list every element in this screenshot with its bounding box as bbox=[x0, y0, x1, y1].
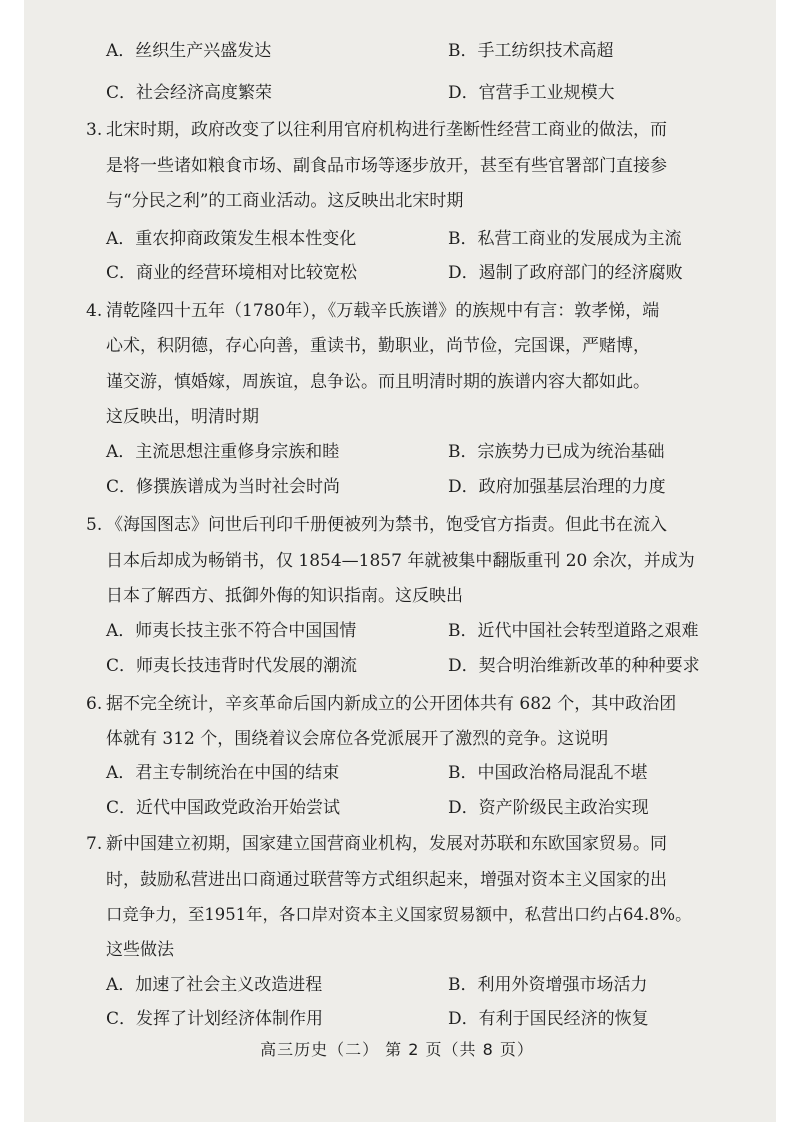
question-4-line-1 bbox=[0, 296, 794, 326]
question-stem: 是将一些诸如粮食市场、副食品市场等逐步放开，甚至有些官署部门直接参 bbox=[106, 156, 667, 176]
question-stem: 与“分民之利”的工商业活动。这反映出北宋时期 bbox=[106, 191, 464, 211]
question-4-line-4 bbox=[0, 402, 794, 432]
option-c: C．商业的经营环境相对比较宽松 bbox=[106, 263, 358, 283]
option-b: B．利用外资增强市场活力 bbox=[448, 975, 648, 995]
question-5-line-2 bbox=[0, 546, 794, 576]
question-stem: 清乾隆四十五年（1780年），《万载辛氏族谱》的族规中有言：敦孝悌，端 bbox=[106, 301, 660, 321]
option-row bbox=[0, 970, 794, 1000]
option-b: B．手工纺织技术高超 bbox=[448, 41, 614, 61]
option-row bbox=[0, 78, 794, 108]
option-row bbox=[0, 758, 794, 788]
option-d: D．政府加强基层治理的力度 bbox=[448, 477, 666, 497]
question-stem: 北宋时期，政府改变了以往利用官府机构进行垄断性经营工商业的做法，而 bbox=[106, 120, 667, 140]
question-stem: 据不完全统计，辛亥革命后国内新成立的公开团体共有 682 个，其中政治团 bbox=[106, 694, 677, 714]
option-d: D．资产阶级民主政治实现 bbox=[448, 798, 649, 818]
option-d: D．契合明治维新改革的种种要求 bbox=[448, 656, 700, 676]
question-5-line-1 bbox=[0, 510, 794, 540]
option-c: C．师夷长技违背时代发展的潮流 bbox=[106, 656, 358, 676]
question-stem: 谨交游，慎婚嫁，周族谊，息争讼。而且明清时期的族谱内容大都如此。 bbox=[106, 372, 650, 392]
option-a: A．加速了社会主义改造进程 bbox=[106, 975, 323, 995]
option-b: B．私营工商业的发展成为主流 bbox=[448, 229, 682, 249]
option-d: D．遏制了政府部门的经济腐败 bbox=[448, 263, 683, 283]
option-d: D．有利于国民经济的恢复 bbox=[448, 1009, 649, 1029]
question-stem: 体就有 312 个，围绕着议会席位各党派展开了激烈的竞争。这说明 bbox=[106, 729, 609, 749]
question-4-line-2 bbox=[0, 331, 794, 361]
option-c: C．修撰族谱成为当时社会时尚 bbox=[106, 477, 341, 497]
option-a: A．丝织生产兴盛发达 bbox=[106, 41, 272, 61]
question-number: 6. bbox=[86, 694, 103, 714]
option-b: B．近代中国社会转型道路之艰难 bbox=[448, 621, 699, 641]
question-stem: 日本了解西方、抵御外侮的知识指南。这反映出 bbox=[106, 586, 463, 606]
option-c: C．社会经济高度繁荣 bbox=[106, 83, 273, 103]
option-c: C．近代中国政党政治开始尝试 bbox=[106, 798, 341, 818]
option-row bbox=[0, 1004, 794, 1034]
question-3-line-3 bbox=[0, 186, 794, 216]
option-row bbox=[0, 616, 794, 646]
question-stem: 时，鼓励私营进出口商通过联营等方式组织起来，增强对资本主义国家的出 bbox=[106, 870, 667, 890]
question-stem: 这反映出，明清时期 bbox=[106, 407, 259, 427]
question-3-line-1 bbox=[0, 115, 794, 145]
question-7-line-4 bbox=[0, 935, 794, 965]
option-row bbox=[0, 224, 794, 254]
option-row bbox=[0, 437, 794, 467]
question-6-line-2 bbox=[0, 724, 794, 754]
question-3-line-2 bbox=[0, 151, 794, 181]
question-stem: 日本后却成为畅销书，仅 1854—1857 年就被集中翻版重刊 20 余次，并成为 bbox=[106, 551, 695, 571]
question-7-line-1 bbox=[0, 829, 794, 859]
question-number: 3. bbox=[86, 120, 103, 140]
option-row bbox=[0, 793, 794, 823]
option-a: A．师夷长技主张不符合中国国情 bbox=[106, 621, 357, 641]
option-b: B．中国政治格局混乱不堪 bbox=[448, 763, 648, 783]
option-c: C．发挥了计划经济体制作用 bbox=[106, 1009, 324, 1029]
question-stem: 新中国建立初期，国家建立国营商业机构，发展对苏联和东欧国家贸易。同 bbox=[106, 834, 667, 854]
question-number: 4. bbox=[86, 301, 103, 321]
option-a: A．重农抑商政策发生根本性变化 bbox=[106, 229, 357, 249]
question-stem: 这些做法 bbox=[106, 940, 174, 960]
question-number: 7. bbox=[86, 834, 103, 854]
option-d: D．官营手工业规模大 bbox=[448, 83, 615, 103]
option-a: A．君主专制统治在中国的结束 bbox=[106, 763, 340, 783]
option-b: B．宗族势力已成为统治基础 bbox=[448, 442, 665, 462]
option-row bbox=[0, 36, 794, 66]
option-row bbox=[0, 472, 794, 502]
question-number: 5. bbox=[86, 515, 103, 535]
option-row bbox=[0, 651, 794, 681]
page-footer: 高三历史（二） 第 2 页（共 8 页） bbox=[260, 1040, 534, 1059]
option-a: A．主流思想注重修身宗族和睦 bbox=[106, 442, 340, 462]
question-5-line-3 bbox=[0, 581, 794, 611]
question-stem: 《海国图志》问世后刊印千册便被列为禁书，饱受官方指责。但此书在流入 bbox=[106, 515, 667, 535]
question-stem: 口竞争力，至1951年，各口岸对资本主义国家贸易额中，私营出口约占64.8%。 bbox=[106, 905, 692, 924]
question-7-line-3 bbox=[0, 900, 794, 930]
question-6-line-1 bbox=[0, 689, 794, 719]
question-7-line-2 bbox=[0, 865, 794, 895]
option-row bbox=[0, 258, 794, 288]
question-4-line-3 bbox=[0, 367, 794, 397]
question-stem: 心术，积阴德，存心向善，重读书，勤职业，尚节俭，完国课，严赌博， bbox=[106, 336, 650, 356]
